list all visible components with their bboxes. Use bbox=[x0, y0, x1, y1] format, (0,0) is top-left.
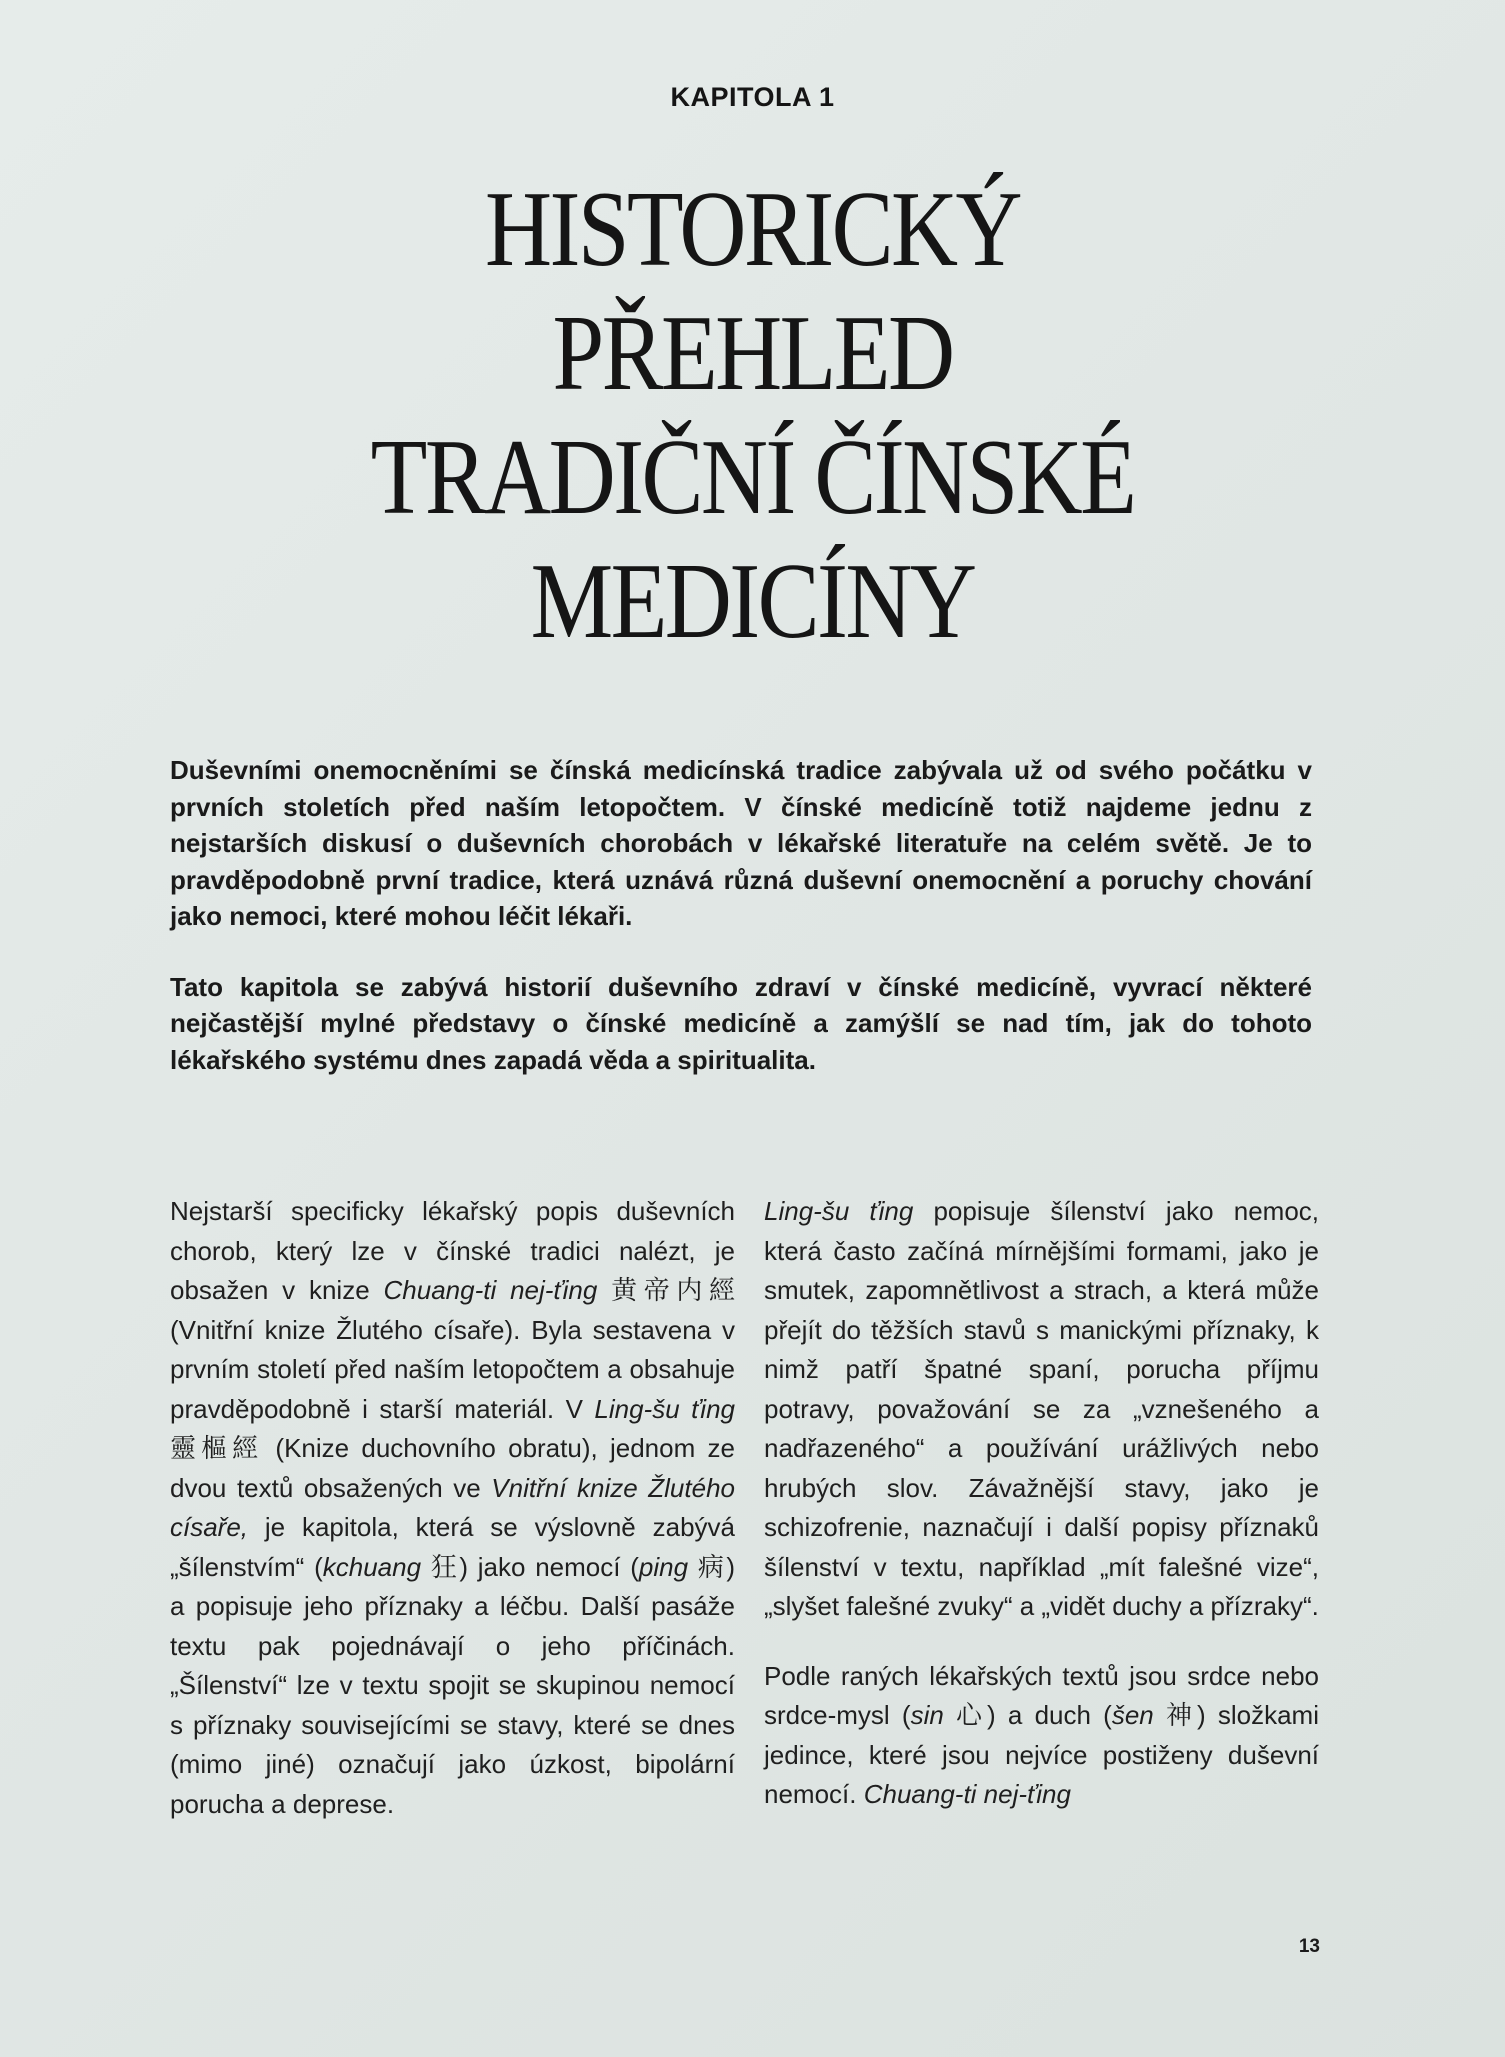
right-column bbox=[764, 1192, 1319, 1845]
lead-paragraph: Duševními onemocněními se čínská medicínská tradice zabývala už od svého počátku v prvních stoletích před naším letopočtem. V čínské medicíně totiž najdeme jednu z nejstarších diskusí o duševních chorobách v lékařské literatuře na celém světě. Je to pravděpodobně první tradice, která uznává různá duševní onemocnění a poruchy chování jako nemoci, které mohou léčit lékaři. bbox=[170, 755, 1312, 931]
title-line: PŘEHLED bbox=[552, 294, 953, 413]
lead-paragraph: Tato kapitola se zabývá historií duševního zdraví v čínské medicíně, vyvrací některé nejčastější mylné představy o čínské medicíně a zamýšlí se nad tím, jak do tohoto lékařského systému dnes zapadá věda a spiritualita. bbox=[170, 971, 1312, 1075]
title-line: TRADIČNÍ ČÍNSKÉ bbox=[370, 418, 1135, 537]
book-title: Ling-šu ťing bbox=[764, 1196, 914, 1226]
chapter-title bbox=[0, 168, 1505, 664]
title-line: MEDICÍNY bbox=[530, 542, 975, 661]
book-title: Chuang-ti nej-ťing bbox=[383, 1275, 598, 1305]
term: sin bbox=[910, 1700, 944, 1730]
term: kchuang bbox=[322, 1551, 422, 1582]
left-column bbox=[170, 1192, 735, 1854]
book-title: Vnitřní knize Žlutého císaře, bbox=[170, 1472, 735, 1542]
lead-text bbox=[170, 752, 1312, 1112]
term: ping bbox=[638, 1551, 689, 1582]
body-paragraph: Ling-šu ťing popisuje šílenství jako nemoc, která často začíná mírnějšími formami, jako je smutek, zapomnětlivost a strach, a která může přejít do těžších stavů s manickými příznaky, k nimž patří špatné spaní, porucha příjmu potravy, považování se za „vznešeného a nadřazeného“ a používání urážlivých nebo hrubých slov. Závažnější stavy, jako je schizofrenie, naznačují i další popisy příznaků šílenství v textu, například „mít falešné vize“, „slyšet falešné zvuky“ a „vidět duchy a přízraky“. bbox=[764, 1196, 1319, 1621]
chapter-label: KAPITOLA 1 bbox=[670, 82, 835, 112]
body-paragraph: Podle raných lékařských textů jsou srdce nebo srdce-mysl (sin 心) a duch (šen 神) složkami jedince, které jsou nejvíce postiženy duševní nemocí. Chuang-ti nej-ťing bbox=[764, 1660, 1319, 1809]
title-line: HISTORICKÝ bbox=[485, 170, 1020, 289]
book-title: Ling-šu ťing bbox=[594, 1393, 736, 1424]
page-number: 13 bbox=[1298, 1936, 1320, 1957]
book-title: Chuang-ti nej-ťing bbox=[863, 1779, 1071, 1809]
term: šen bbox=[1111, 1700, 1154, 1730]
body-paragraph: Nejstarší specificky lékařský popis duševních chorob, který lze v čínské tradici nalézt, je obsažen v knize Chuang-ti nej-ťing 黄帝内經 (Vnitřní knize Žlutého císaře). Byla sestavena v prvním století před naším letopočtem a obsahuje pravděpodobně i starší materiál. V Ling-šu ťing 靈樞經 (Knize duchovního obratu), jednom ze dvou textů obsažených ve Vnitřní knize Žlutého císaře, je kapitola, která se výslovně zabývá „šílenstvím“ (kchuang 狂) jako nemocí (ping 病) a popisuje jeho příznaky a léčbu. Další pasáže textu pak pojednávají o jeho příčinách. „Šílenství“ lze v textu spojit se skupinou nemocí s příznaky souvisejícími se stavy, které se dnes (mimo jiné) označují jako úzkost, bipolární porucha a deprese. bbox=[170, 1196, 736, 1819]
